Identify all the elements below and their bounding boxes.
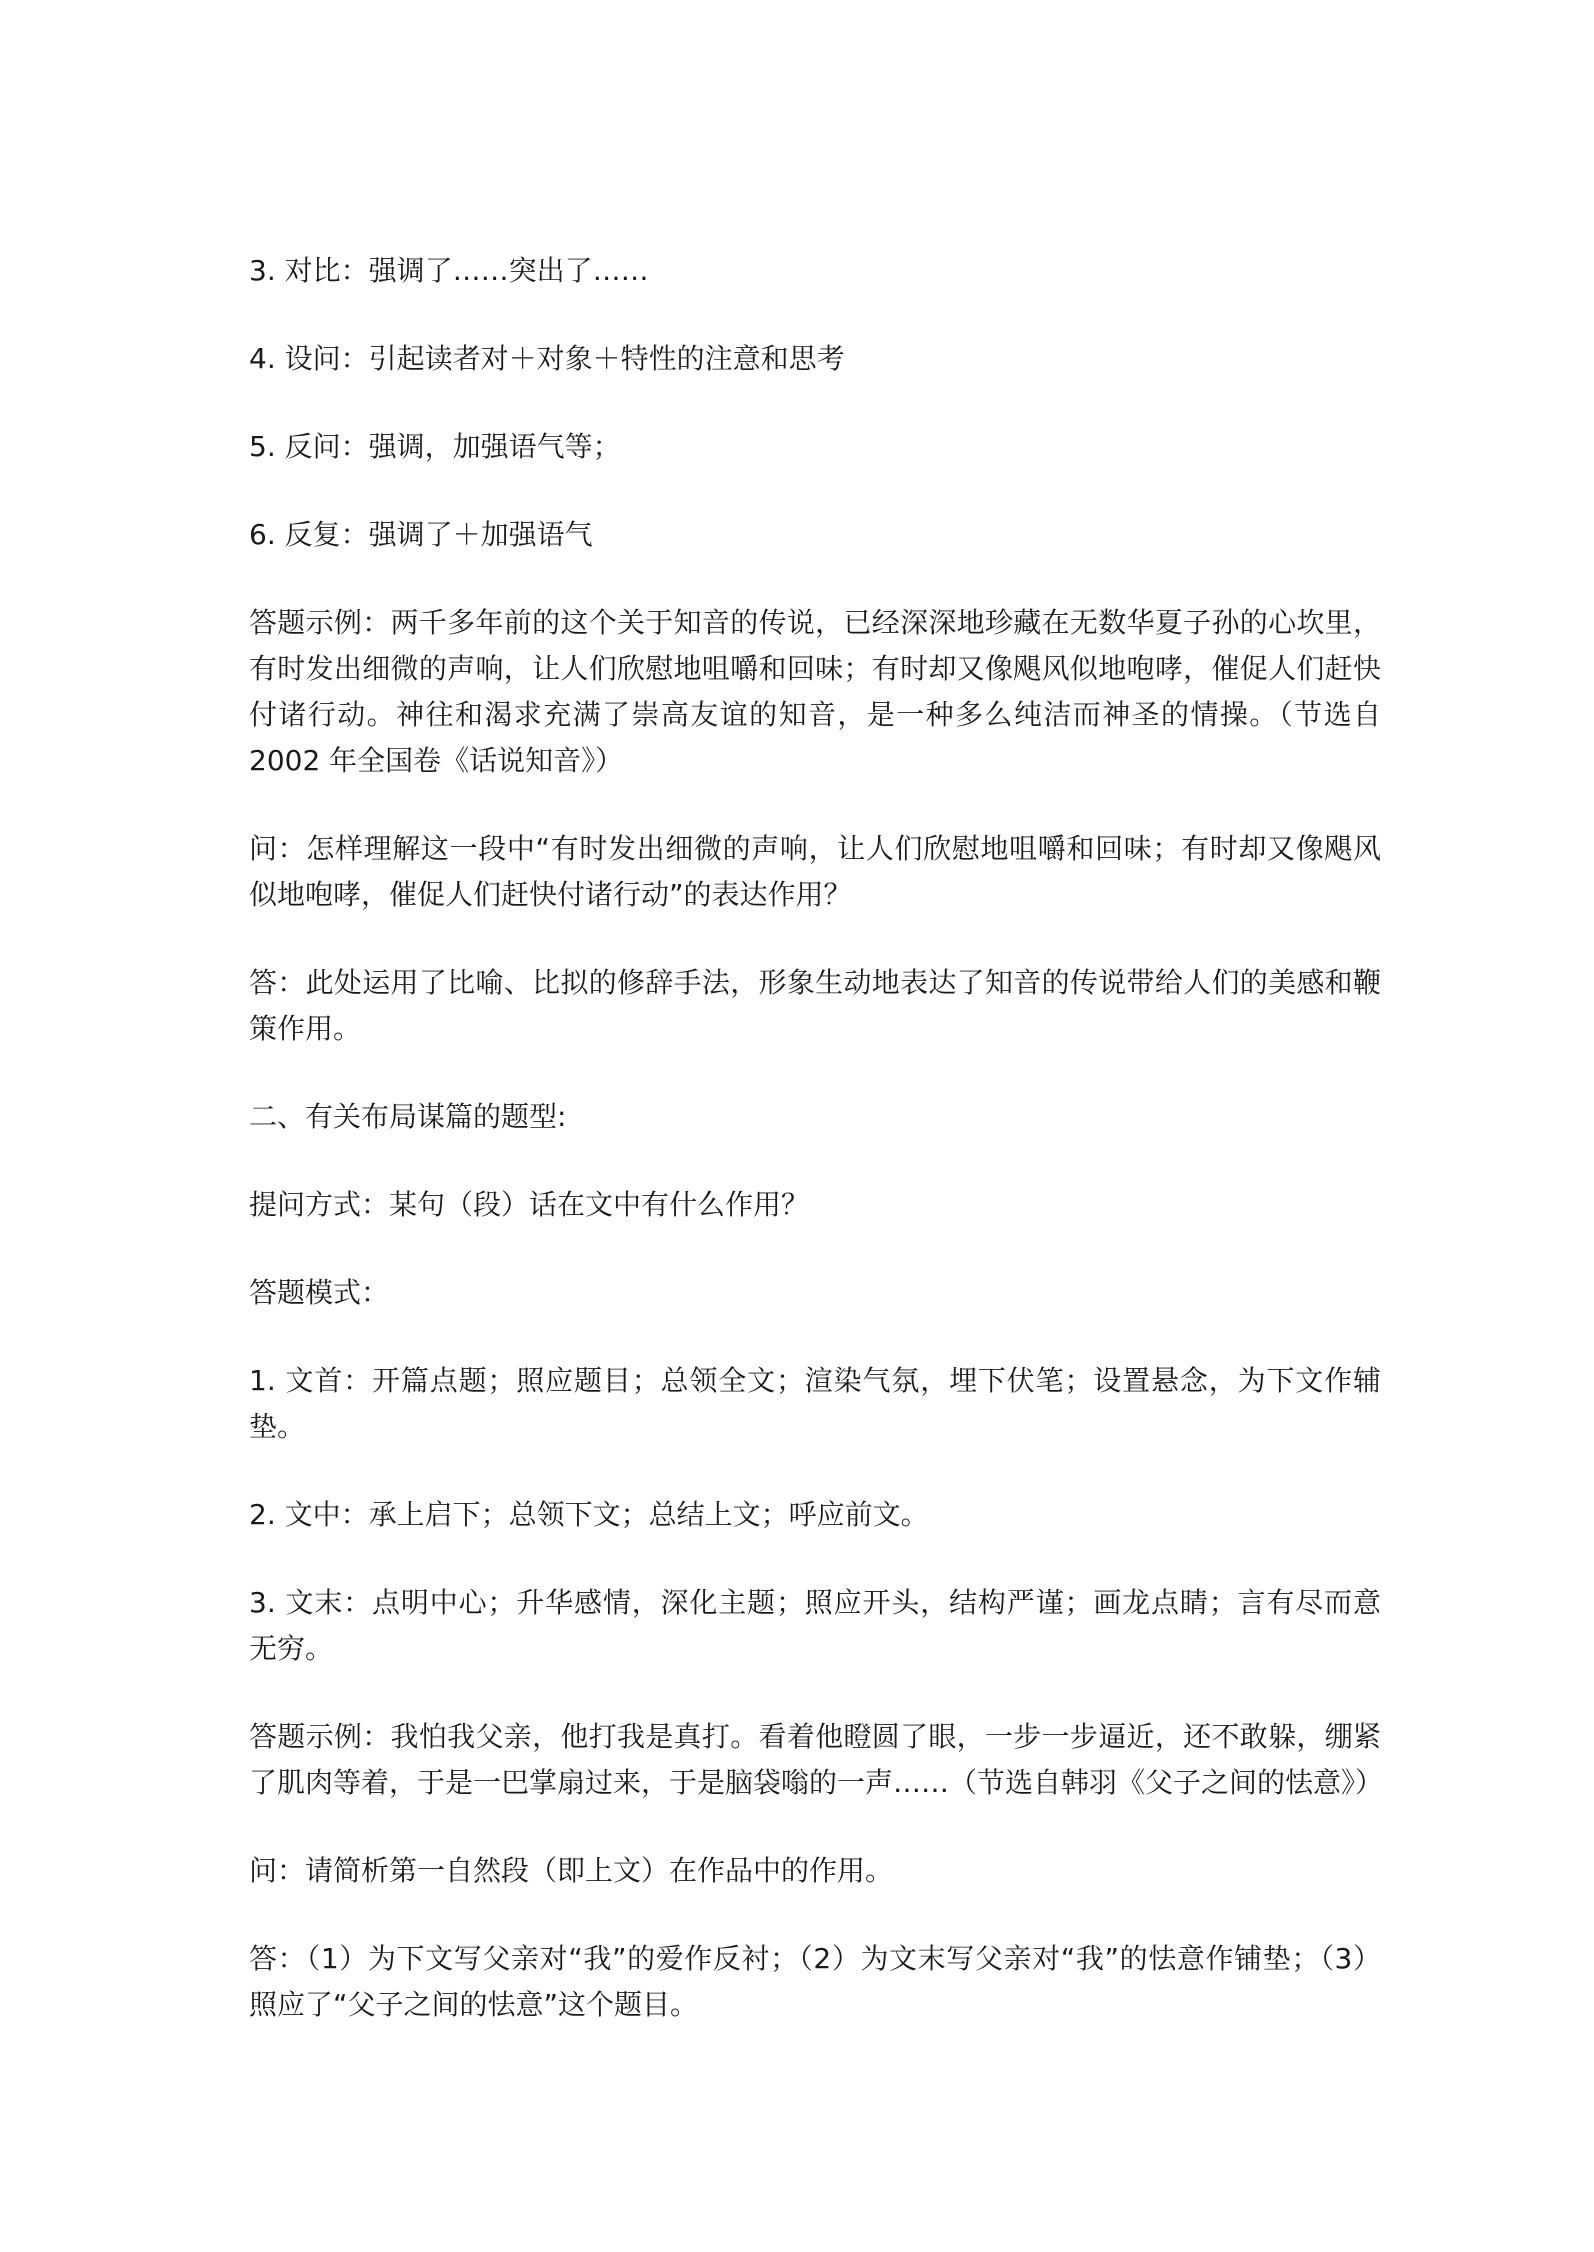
paragraph	[249, 1270, 1381, 1316]
text-line: 问：怎样理解这一段中“有时发出细微的声响，让人们欣慰地咀嚼和回味；有时却又像飓风	[249, 832, 1381, 865]
paragraph	[249, 248, 1381, 294]
paragraph	[249, 1182, 1381, 1228]
text-line: 答题示例：我怕我父亲，他打我是真打。看着他瞪圆了眼，一步一步逼近，还不敢躲，绷紧	[249, 1720, 1381, 1753]
text-line: 6. 反复：强调了＋加强语气	[249, 518, 593, 551]
text-line: 有时发出细微的声响，让人们欣慰地咀嚼和回味；有时却又像飓风似地咆哮，催促人们赶快	[249, 652, 1381, 685]
paragraph	[249, 1936, 1381, 2028]
text-line: 问：请简析第一自然段（即上文）在作品中的作用。	[249, 1854, 894, 1887]
text-line: 似地咆哮，催促人们赶快付诸行动”的表达作用？	[249, 878, 852, 911]
paragraph	[249, 1580, 1381, 1672]
text-line: 策作用。	[249, 1012, 362, 1045]
text-line: 答题模式：	[249, 1276, 390, 1309]
paragraph	[249, 1492, 1381, 1538]
text-line: 3. 对比：强调了……突出了……	[249, 254, 649, 287]
text-line: 答：（1）为下文写父亲对“我”的爱作反衬；（2）为文末写父亲对“我”的怯意作铺垫；（3）	[249, 1942, 1381, 1975]
text-line: 4. 设问：引起读者对＋对象＋特性的注意和思考	[249, 342, 845, 375]
paragraph	[249, 512, 1381, 558]
text-line: 付诸行动。神往和渴求充满了崇高友谊的知音，是一种多么纯洁而神圣的情操。（节选自	[249, 698, 1381, 731]
paragraph	[249, 960, 1381, 1052]
text-line: 提问方式：某句（段）话在文中有什么作用？	[249, 1188, 810, 1221]
text-line: 无穷。	[249, 1632, 334, 1665]
text-line: 5. 反问：强调，加强语气等；	[249, 430, 621, 463]
text-line: 答题示例：两千多年前的这个关于知音的传说，已经深深地珍藏在无数华夏子孙的心坎里，	[249, 606, 1381, 639]
paragraph	[249, 1094, 1381, 1140]
text-line: 2002 年全国卷《话说知音》）	[249, 744, 624, 777]
paragraph	[249, 336, 1381, 382]
text-line: 1. 文首：开篇点题；照应题目；总领全文；渲染气氛，埋下伏笔；设置悬念，为下文作辅	[249, 1364, 1381, 1397]
text-line: 了肌肉等着，于是一巴掌扇过来，于是脑袋嗡的一声……（节选自韩羽《父子之间的怯意》）	[249, 1766, 1384, 1799]
text-line: 二、有关布局谋篇的题型:	[249, 1100, 567, 1133]
paragraph	[249, 600, 1381, 784]
text-line: 3. 文末：点明中心；升华感情，深化主题；照应开头，结构严谨；画龙点睛；言有尽而意	[249, 1586, 1381, 1619]
document-body	[249, 248, 1384, 2070]
paragraph	[249, 1358, 1381, 1450]
paragraph	[249, 424, 1381, 470]
paragraph	[249, 1714, 1384, 1806]
text-line: 2. 文中：承上启下；总领下文；总结上文；呼应前文。	[249, 1498, 929, 1531]
paragraph	[249, 826, 1381, 918]
text-line: 垫。	[249, 1410, 306, 1443]
text-line: 照应了“父子之间的怯意”这个题目。	[249, 1988, 699, 2021]
paragraph	[249, 1848, 1381, 1894]
text-line: 答：此处运用了比喻、比拟的修辞手法，形象生动地表达了知音的传说带给人们的美感和鞭	[249, 966, 1381, 999]
